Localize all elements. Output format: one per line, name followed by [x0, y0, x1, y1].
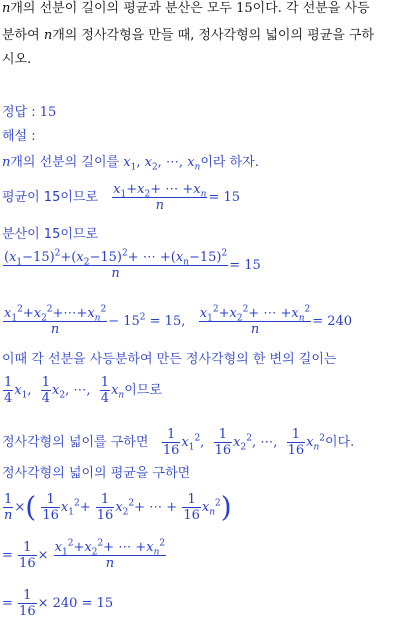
step-6-text: 정사각형의 넓이를 구하면 [2, 435, 149, 450]
average-step-2: = $\frac{1}{16}$ × $\frac{x_1^2+x_2^2+ \cdots +x_n^2}{n}$ [2, 538, 166, 571]
solution-step-3 [2, 226, 98, 244]
problem-line-3 [2, 51, 31, 69]
problem-line-1: n개의 선분이 길이의 평균과 분산은 모두 15이다. 각 선분을 사등 [2, 1, 370, 16]
side-lengths: $\frac{1}{4}$ $x_1$, $\frac{1}{4}$ $x_2$, ⋯, $\frac{1}{4}$ $x_n$이므로 [4, 375, 162, 406]
average-result: = $\frac{1}{16}$ × 240 = 15 [2, 588, 114, 619]
answer-line [2, 104, 56, 122]
step-3-text: 분산이 15이므로 [2, 227, 99, 242]
step-1-text: 개의 선분의 길이를 [10, 155, 120, 170]
step-6-tail: 이다. [325, 435, 355, 450]
problem-line-2: 분하여 n개의 정사각형을 만들 때, 정사각형의 넓이의 평균을 구하 [2, 28, 375, 43]
solution-step-4 [2, 351, 336, 369]
square-areas: 정사각형의 넓이를 구하면 $\frac{1}{16}$ $x_1^2$, $\frac{1}{16}$ $x_2^2$, ⋯, $\frac{1}{16}$ $x_n^2$이다. [2, 427, 355, 458]
solution-step-2: 평균이 15이므로 $\frac{x_1+x_2+ \cdots +x_n}{n}$ = 15 [2, 182, 241, 213]
step-5-tail: 이므로 [124, 383, 162, 398]
answer-value: 15 [39, 105, 57, 120]
variance-expanded: $\frac{x_1^2+x_2^2+\cdots+x_n^2}{n}$ − $15^2 = 15$, $\frac{x_1^2+x_2^2+ \cdots +x_n^2}{n}$ = 240 [4, 304, 353, 337]
solution-label [2, 128, 36, 146]
solution-step-7 [2, 465, 190, 483]
problem-text-3: 시오. [2, 52, 32, 67]
step-2-text: 평균이 15이므로 [2, 190, 99, 205]
answer-label: 정답 : [2, 105, 36, 120]
variance-equation: $\frac{(x_1-15)^2+(x_2-15)^2+ \cdots +(x_n-15)^2}{n}$ = 15 [4, 248, 261, 281]
variance-fraction: $\frac{(x_1-15)^2+(x_2-15)^2+ \cdots +(x_n-15)^2}{n}$ [4, 248, 228, 281]
sumsq-fraction-2: $\frac{x_1^2+x_2^2+ \cdots +x_n^2}{n}$ [199, 304, 311, 337]
solution-label-text: 해설 : [2, 129, 36, 144]
step-1-tail: 이라 하자. [200, 155, 259, 170]
step-7-text: 정사각형의 넓이의 평균을 구하면 [2, 466, 191, 481]
sumsq-fraction-1: $\frac{x_1^2+x_2^2+\cdots+x_n^2}{n}$ [4, 304, 107, 337]
average-expression: $\frac{1}{n}$ ×( $\frac{1}{16}$ $x_1^2+$ $\frac{1}{16}$ $x_2^2+$ ⋯ + $\frac{1}{16}$ $x_n^2$) [4, 490, 232, 524]
solution-step-1: n개의 선분의 길이를 $x_1$, $x_2$, ⋯, $x_n$이라 하자. [2, 155, 259, 173]
mean-fraction: $\frac{x_1+x_2+ \cdots +x_n}{n}$ [113, 182, 207, 213]
step-4-text: 이때 각 선분을 사등분하여 만든 정사각형의 한 변의 길이는 [2, 352, 337, 367]
